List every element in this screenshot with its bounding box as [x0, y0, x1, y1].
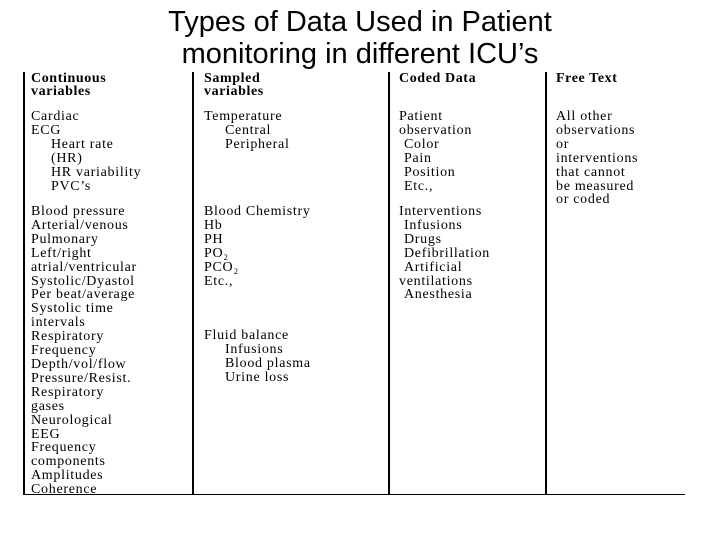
cell-text: Artificial [404, 259, 463, 275]
cell-text: that cannot [556, 164, 626, 180]
cell-text: Pressure/Resist. [31, 370, 132, 386]
cell-text: Peripheral [225, 136, 290, 152]
cell-text: Frequency [31, 343, 97, 359]
cell-text: Blood pressure [31, 204, 126, 219]
page-title [0, 6, 720, 70]
cell-text: Frequency [31, 440, 97, 456]
cell-text: Position [404, 164, 456, 180]
cell-text: Infusions [225, 341, 284, 357]
cell-text: Depth/vol/flow [31, 356, 127, 372]
cell-text: Patient [399, 109, 443, 124]
cell-text: Anesthesia [404, 287, 473, 303]
cell-text: atrial/ventricular [31, 259, 137, 275]
cell-text: or coded [556, 192, 611, 208]
cell-text: Etc., [204, 273, 234, 289]
header-line: variables [204, 84, 264, 99]
group-other-observations [556, 110, 638, 207]
cell-text: HR variability [51, 164, 142, 180]
cell-text: Arterial/venous [31, 217, 129, 233]
cell-text: Left/right [31, 245, 92, 261]
table-left-border [23, 72, 25, 495]
cell-text: ventilations [399, 273, 473, 289]
cell-text: Pain [404, 150, 432, 166]
cell-text: Color [404, 136, 440, 152]
column-header-continuous [31, 72, 106, 98]
group-patient-observation [399, 110, 472, 193]
cell-text: Fluid balance [204, 328, 289, 343]
cell-text: Defibrillation [404, 245, 491, 261]
group-fluid-balance [204, 329, 311, 385]
cell-text: Respiratory [31, 384, 105, 400]
column-header-sampled [204, 72, 264, 98]
column-divider-2 [388, 72, 390, 495]
cell-text: interventions [556, 150, 639, 166]
column-free-text [556, 71, 639, 208]
column-continuous-variables [31, 71, 142, 498]
cell-text: Temperature [204, 109, 283, 124]
header-line: Free Text [556, 71, 618, 86]
cell-text: PVC’s [51, 178, 92, 194]
column-header-coded [399, 72, 476, 85]
cell-text: Amplitudes [31, 468, 104, 484]
column-coded-data [399, 71, 491, 303]
column-divider-1 [192, 72, 194, 495]
cell-text: gases [31, 398, 65, 414]
cell-text: Etc., [404, 178, 434, 194]
cell-text: or [556, 136, 570, 152]
cell-text: Pulmonary [31, 231, 99, 247]
title-line-2: monitoring in different ICU’s [181, 38, 539, 70]
cell-text: Neurological [31, 412, 113, 428]
title-line-1: Types of Data Used in Patient [168, 6, 552, 38]
cell-text: Respiratory [31, 329, 105, 345]
cell-text: PH [204, 231, 224, 247]
header-line: variables [31, 84, 91, 99]
cell-text: Blood plasma [225, 355, 311, 371]
cell-text: Systolic time [31, 301, 114, 317]
cell-text: Coherence [31, 482, 98, 498]
cell-text: All other [556, 109, 613, 124]
cell-text: Cardiac [31, 109, 80, 124]
header-line: Coded Data [399, 71, 477, 86]
column-divider-3 [545, 72, 547, 495]
cell-text: be measured [556, 178, 635, 194]
cell-text: Drugs [404, 231, 442, 247]
group-cardiac [31, 110, 141, 193]
cell-text: observations [556, 122, 636, 138]
group-blood-pressure [31, 205, 137, 497]
cell-text: Central [225, 122, 272, 138]
group-interventions [399, 205, 490, 302]
cell-text: PO₂ [204, 245, 229, 261]
group-temperature [204, 110, 290, 152]
group-blood-chemistry [204, 205, 311, 288]
cell-text: components [31, 454, 106, 470]
cell-text: PCO₂ [204, 259, 239, 275]
cell-text: Urine loss [225, 369, 290, 385]
column-sampled-variables [204, 71, 311, 385]
header-line: Continuous [31, 71, 107, 86]
cell-text: Per beat/average [31, 287, 136, 303]
cell-text: (HR) [51, 150, 83, 166]
cell-text: observation [399, 122, 473, 138]
cell-text: Systolic/Dyastol [31, 273, 135, 289]
column-header-free-text [556, 72, 618, 85]
cell-text: Interventions [399, 204, 482, 219]
cell-text: ECG [31, 122, 62, 138]
header-line: Sampled [204, 71, 261, 86]
cell-text: Hb [204, 217, 223, 233]
cell-text: Heart rate [51, 136, 114, 152]
cell-text: intervals [31, 315, 86, 331]
cell-text: Blood Chemistry [204, 204, 311, 219]
cell-text: EEG [31, 426, 61, 442]
cell-text: Infusions [404, 217, 463, 233]
